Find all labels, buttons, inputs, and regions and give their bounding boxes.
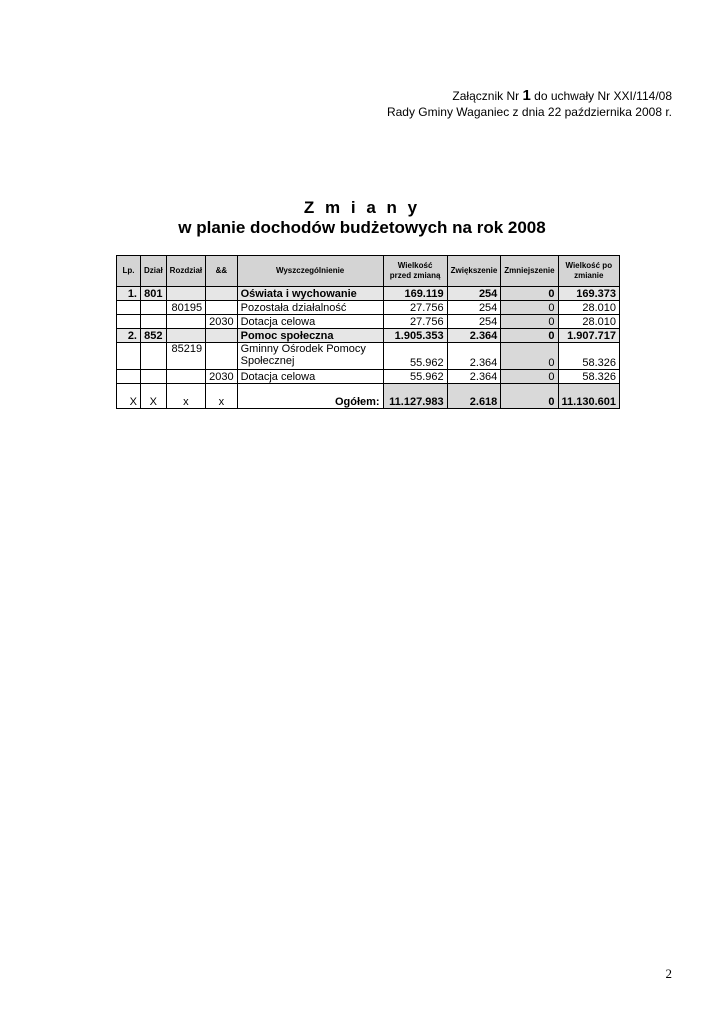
cell-zwiekszenie: 254 bbox=[447, 301, 501, 315]
total-po: 11.130.601 bbox=[558, 384, 619, 409]
cell-przed: 27.756 bbox=[383, 315, 447, 329]
total-zwiekszenie: 2.618 bbox=[447, 384, 501, 409]
cell-opis: Pomoc społeczna bbox=[237, 329, 383, 343]
cell-po: 169.373 bbox=[558, 287, 619, 301]
cell-paragraf bbox=[206, 301, 237, 315]
cell-po: 28.010 bbox=[558, 301, 619, 315]
cell-paragraf: 2030 bbox=[206, 370, 237, 384]
total-dzial: X bbox=[141, 384, 167, 409]
header-przed: Wielkość przed zmianą bbox=[383, 256, 447, 287]
cell-zwiekszenie: 254 bbox=[447, 287, 501, 301]
total-row bbox=[117, 384, 620, 409]
header-paragraf: && bbox=[206, 256, 237, 287]
cell-lp: 1. bbox=[117, 287, 141, 301]
cell-zmniejszenie: 0 bbox=[501, 315, 558, 329]
header-opis: Wyszczególnienie bbox=[237, 256, 383, 287]
page-number: 2 bbox=[665, 966, 672, 981]
cell-paragraf: 2030 bbox=[206, 315, 237, 329]
cell-opis-line1: Gminny Ośrodek Pomocy bbox=[240, 343, 366, 355]
attachment-note-line2: Rady Gminy Waganiec z dnia 22 października 2008 r. bbox=[386, 105, 672, 119]
document-title: Z m i a n y bbox=[303, 198, 421, 217]
cell-opis: Dotacja celowa bbox=[237, 370, 383, 384]
cell-rozdzial bbox=[166, 315, 205, 329]
cell-po: 28.010 bbox=[558, 315, 619, 329]
cell-zmniejszenie: 0 bbox=[501, 370, 558, 384]
header-zmniejszenie: Zmniejszenie bbox=[501, 256, 558, 287]
cell-lp bbox=[117, 301, 141, 315]
cell-przed: 55.962 bbox=[383, 343, 447, 370]
table-header-row bbox=[117, 256, 620, 287]
cell-przed: 55.962 bbox=[383, 370, 447, 384]
cell-przed: 27.756 bbox=[383, 301, 447, 315]
total-lp: X bbox=[117, 384, 141, 409]
cell-lp bbox=[117, 343, 141, 370]
cell-lp bbox=[117, 315, 141, 329]
cell-po: 58.326 bbox=[558, 343, 619, 370]
resolution-number: do uchwały Nr XXI/114/08 bbox=[534, 89, 672, 103]
cell-zwiekszenie: 2.364 bbox=[447, 329, 501, 343]
cell-opis bbox=[237, 343, 383, 370]
cell-zmniejszenie: 0 bbox=[501, 287, 558, 301]
cell-zwiekszenie: 254 bbox=[447, 315, 501, 329]
document-subtitle: w planie dochodów budżetowych na rok 2008 bbox=[178, 218, 546, 237]
cell-dzial bbox=[141, 370, 167, 384]
cell-dzial bbox=[141, 343, 167, 370]
cell-rozdzial: 85219 bbox=[166, 343, 205, 370]
table-row bbox=[117, 343, 620, 370]
cell-po: 58.326 bbox=[558, 370, 619, 384]
cell-dzial: 852 bbox=[141, 329, 167, 343]
total-przed: 11.127.983 bbox=[383, 384, 447, 409]
budget-table bbox=[116, 255, 620, 409]
header-lp: Lp. bbox=[117, 256, 141, 287]
table-row bbox=[117, 329, 620, 343]
cell-paragraf bbox=[206, 287, 237, 301]
cell-rozdzial bbox=[166, 287, 205, 301]
cell-po: 1.907.717 bbox=[558, 329, 619, 343]
cell-paragraf bbox=[206, 343, 237, 370]
cell-opis: Dotacja celowa bbox=[237, 315, 383, 329]
cell-lp: 2. bbox=[117, 329, 141, 343]
table-row bbox=[117, 301, 620, 315]
attachment-note-line1 bbox=[387, 88, 672, 104]
table-row bbox=[117, 287, 620, 301]
cell-zmniejszenie: 0 bbox=[501, 343, 558, 370]
cell-dzial: 801 bbox=[141, 287, 167, 301]
cell-dzial bbox=[141, 315, 167, 329]
total-paragraf: x bbox=[206, 384, 237, 409]
header-dzial: Dział bbox=[141, 256, 167, 287]
cell-opis: Pozostała działalność bbox=[237, 301, 383, 315]
attachment-number: 1 bbox=[522, 87, 531, 104]
total-label: Ogółem: bbox=[237, 384, 383, 409]
cell-rozdzial bbox=[166, 329, 205, 343]
cell-dzial bbox=[141, 301, 167, 315]
cell-przed: 1.905.353 bbox=[383, 329, 447, 343]
cell-paragraf bbox=[206, 329, 237, 343]
header-rozdzial: Rozdział bbox=[166, 256, 205, 287]
header-zwiekszenie: Zwiększenie bbox=[447, 256, 501, 287]
total-rozdzial: x bbox=[166, 384, 205, 409]
table-row bbox=[117, 370, 620, 384]
total-zmniejszenie: 0 bbox=[501, 384, 558, 409]
cell-zmniejszenie: 0 bbox=[501, 329, 558, 343]
cell-opis-line2: Społecznej bbox=[240, 355, 295, 367]
table-row bbox=[117, 315, 620, 329]
cell-zwiekszenie: 2.364 bbox=[447, 370, 501, 384]
attachment-label: Załącznik Nr bbox=[452, 89, 520, 103]
cell-rozdzial bbox=[166, 370, 205, 384]
cell-opis: Oświata i wychowanie bbox=[237, 287, 383, 301]
header-po: Wielkość po zmianie bbox=[558, 256, 619, 287]
cell-lp bbox=[117, 370, 141, 384]
cell-zmniejszenie: 0 bbox=[501, 301, 558, 315]
cell-przed: 169.119 bbox=[383, 287, 447, 301]
cell-rozdzial: 80195 bbox=[166, 301, 205, 315]
cell-zwiekszenie: 2.364 bbox=[447, 343, 501, 370]
attachment-note bbox=[387, 88, 672, 120]
